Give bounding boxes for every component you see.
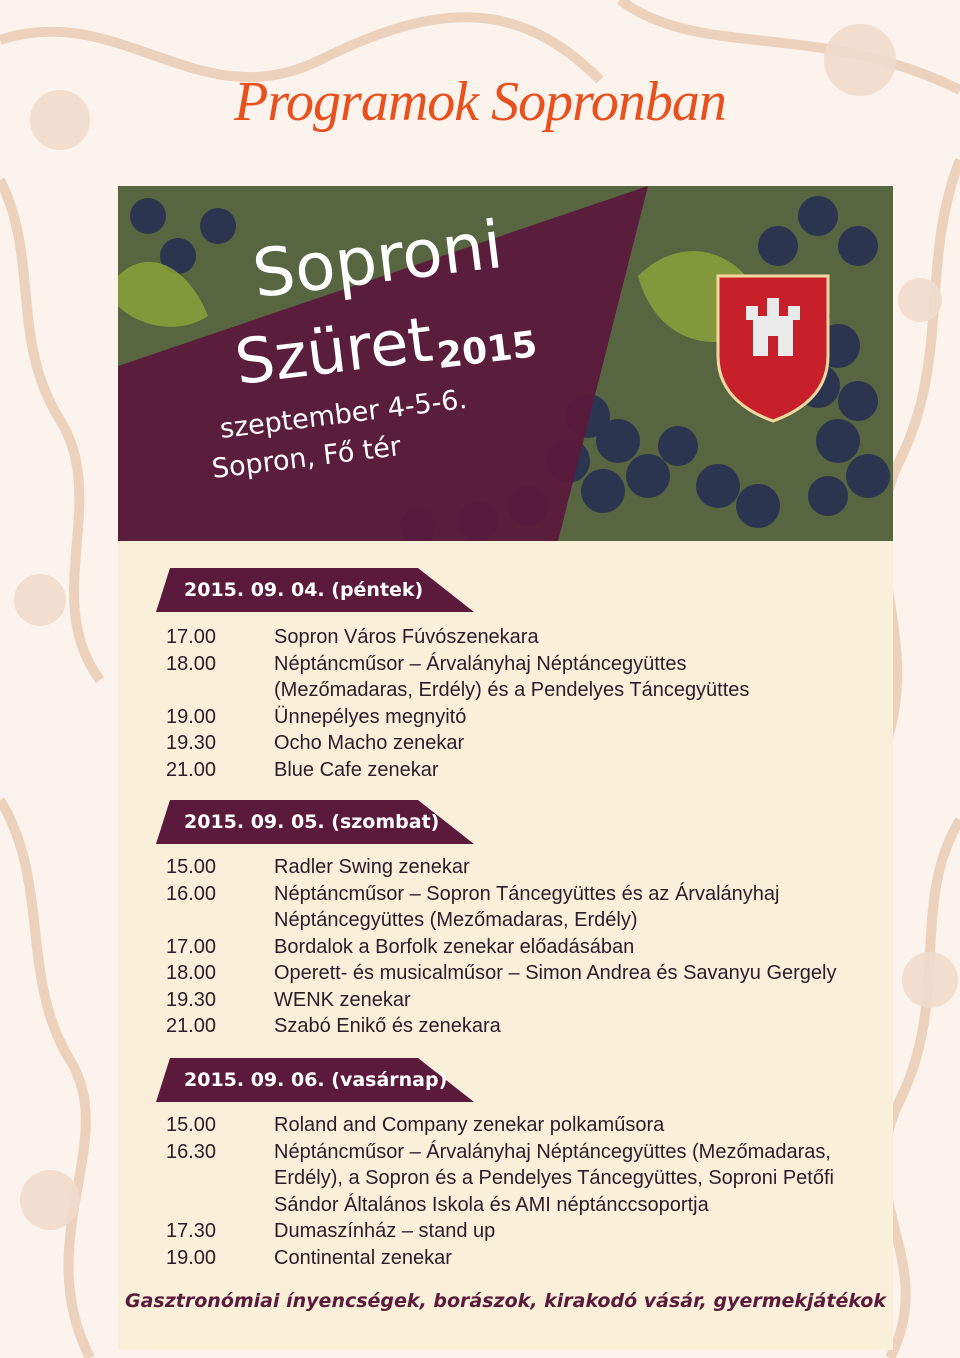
list-item: 17.00 Sopron Város Fúvószenekara — [166, 626, 539, 648]
list-item: 18.00 Néptáncműsor – Árvalányhaj Néptáncegyüttes (Mezőmadaras, Erdély) és a Pendelyes Táncegyüttes — [166, 652, 750, 701]
list-item: 18.00 Operett- és musicalműsor – Simon Andrea és Savanyu Gergely — [166, 962, 837, 984]
list-item: 21.00 Szabó Enikő és zenekara — [166, 1015, 501, 1037]
list-item: 16.30 Néptáncműsor – Árvalányhaj Néptáncegyüttes (Mezőmadaras, Erdély), a Sopron és a Pendelyes Táncegyüttes, Soproni Petőfi Sándor Általános Iskola és AMI néptánccsoportja — [166, 1140, 834, 1216]
event-poster — [118, 186, 893, 1350]
banner-title-line2: Szüret — [231, 302, 437, 399]
schedule-sunday — [166, 1112, 886, 1271]
footer-note: Gasztronómiai ínyencségek, borászok, kirakodó vásár, gyermekjátékok — [125, 1290, 886, 1312]
list-item: 19.30 Ocho Macho zenekar — [166, 732, 465, 754]
list-item: 19.30 WENK zenekar — [166, 988, 411, 1011]
list-item: 19.00 Continental zenekar — [166, 1246, 452, 1269]
list-item: 17.00 Bordalok a Borfolk zenekar előadásában — [166, 935, 635, 958]
day-header-saturday: 2015. 09. 05. (szombat) — [156, 800, 476, 844]
list-item: 15.00 Roland and Company zenekar polkaműsora — [166, 1114, 665, 1136]
banner-place: Sopron, Fő tér — [210, 431, 403, 485]
banner-year: 2015 — [435, 324, 540, 377]
page-title: Programok Sopronban — [234, 71, 726, 133]
banner-title-line1: Soproni — [248, 206, 507, 313]
banner-dates: szeptember 4-5-6. — [218, 383, 469, 445]
list-item: 15.00 Radler Swing zenekar — [166, 856, 470, 878]
list-item: 16.00 Néptáncműsor – Sopron Táncegyüttes és az Árvalányhaj Néptáncegyüttes (Mezőmadaras, Erdély) — [166, 882, 780, 931]
schedule-saturday — [166, 854, 886, 1040]
list-item: 19.00 Ünnepélyes megnyitó — [166, 705, 467, 728]
day-header-friday: 2015. 09. 04. (péntek) — [156, 568, 476, 612]
list-item: 21.00 Blue Cafe zenekar — [166, 758, 439, 781]
day-header-sunday: 2015. 09. 06. (vasárnap) — [156, 1058, 476, 1102]
schedule-friday — [166, 624, 886, 783]
list-item: 17.30 Dumaszínház – stand up — [166, 1220, 496, 1242]
